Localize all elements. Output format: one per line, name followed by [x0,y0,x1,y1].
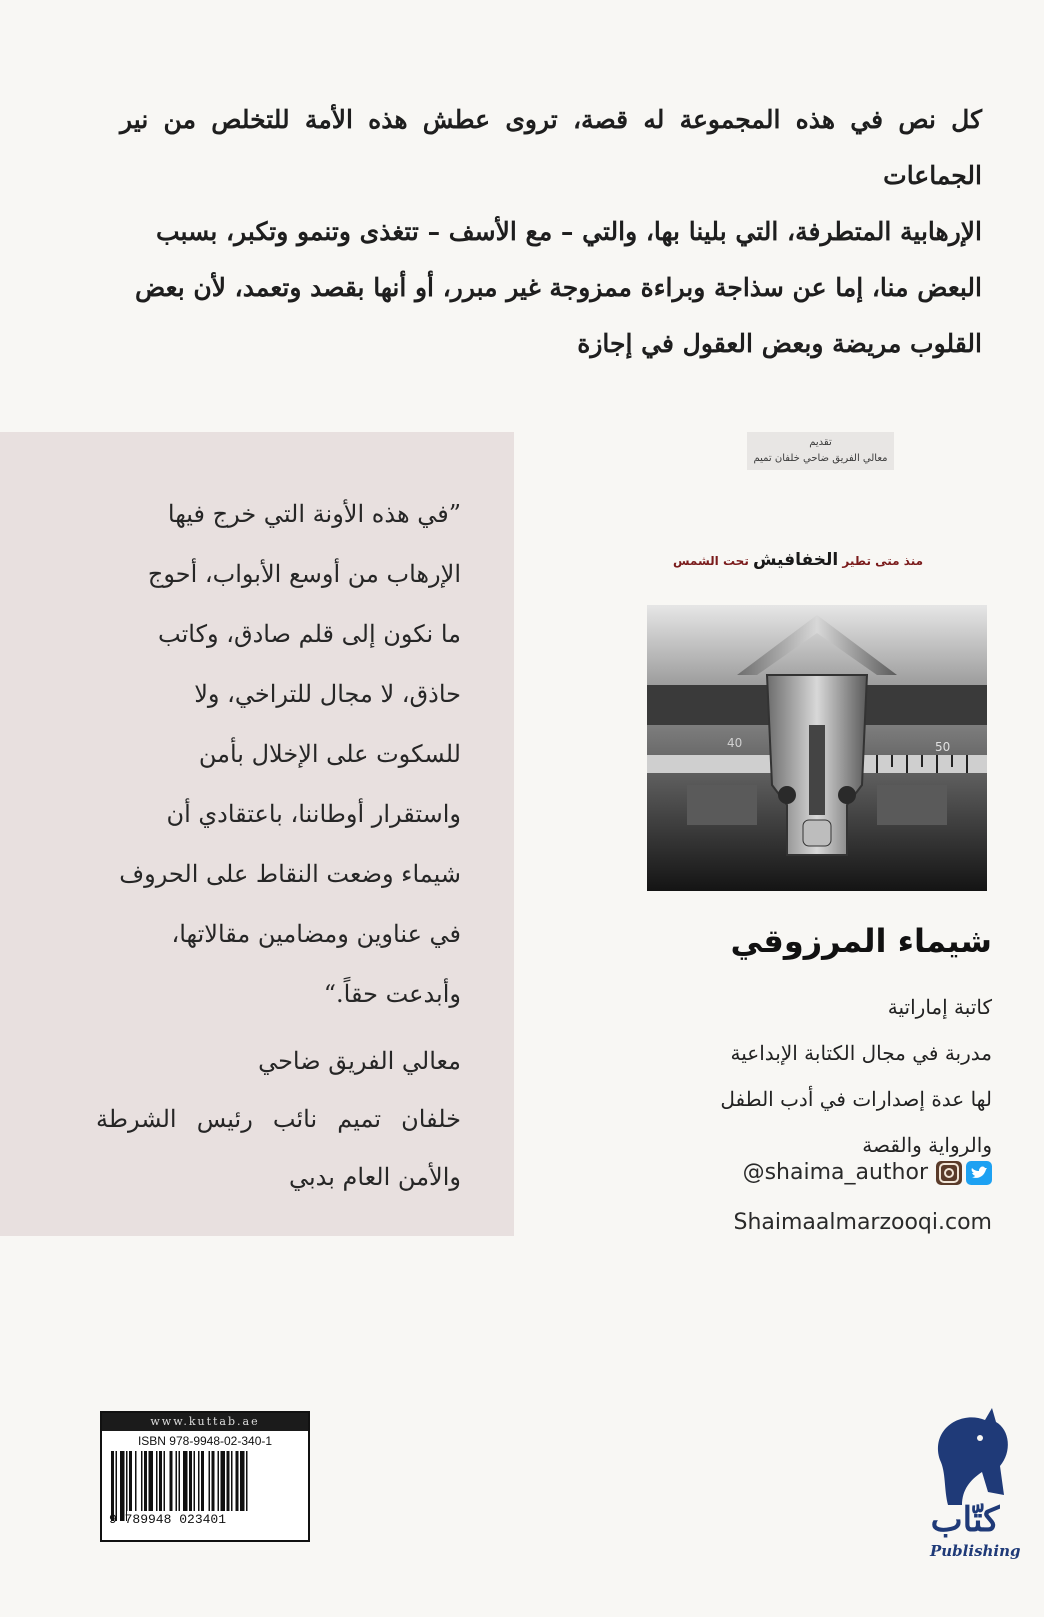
barcode-bar [144,1451,147,1521]
barcode-bars [107,1451,303,1525]
barcode-bar [201,1451,204,1521]
instagram-icon [936,1161,962,1185]
author-website[interactable]: Shaimaalmarzooqi.com [733,1210,992,1235]
bio-line: لها عدة إصدارات في أدب الطفل [720,1087,992,1111]
scale-label-right: 50 [935,740,951,754]
barcode-bar [183,1451,188,1521]
barcode-bar [194,1451,196,1521]
social-handle-row [600,1160,992,1185]
quote-line: للسكوت على الإخلال بأمن [198,740,461,768]
barcode-bar [246,1451,248,1521]
quote-line: حاذق، لا مجال للتراخي، ولا [194,680,461,708]
barcode-bar [129,1451,132,1521]
isbn-number: ISBN 978-9948-02-340-1 [137,1434,273,1448]
typewriter-image [647,605,987,891]
back-cover-blurb [120,92,982,372]
barcode-bar [212,1451,215,1521]
attribution-line: خلفان تميم نائب رئيس الشرطة [96,1105,461,1133]
publisher-site: www.kuttab.ae [102,1413,308,1431]
blurb-line: البعض منا، إما عن سذاجة وبراءة ممزوجة غير مبرر، أو أنها بقصد وتعمد، لأن بعض [135,273,982,302]
barcode-bar [221,1451,226,1521]
bio-line: مدربة في مجال الكتابة الإبداعية [730,1041,992,1065]
barcode-bar [126,1451,128,1521]
barcode-bar [240,1451,245,1521]
barcode-bar [164,1451,166,1521]
barcode-bar [176,1451,178,1521]
title-prefix: منذ متى تطير [842,554,924,568]
intro-heading: تقديم [809,437,832,448]
quote-panel [0,432,514,1236]
barcode-bar [231,1451,233,1521]
barcode-bar [120,1451,125,1521]
barcode-digits: 9 789948 023401 [109,1512,227,1525]
barcode-bar [218,1451,220,1521]
intro-name: معالي الفريق ضاحي خلفان تميم [753,453,888,464]
barcode-bar [141,1451,143,1521]
attribution-line: والأمن العام بدبي [288,1163,461,1191]
barcode-bar [209,1451,211,1521]
barcode-bar [227,1451,230,1521]
blurb-line: كل نص في هذه المجموعة له قصة، تروى عطش هذه الأمة للتخلص من نير الجماعات [120,105,982,190]
author-name: شيماء المرزوقي [730,922,992,960]
barcode-bar [111,1451,114,1521]
quote-line: واستقرار أوطاننا، باعتقادي أن [166,800,461,828]
barcode-bar [135,1451,137,1521]
bio-line: كاتبة إماراتية [887,995,992,1019]
cover-intro-label [747,432,894,470]
barcode-bar [189,1451,192,1521]
publisher-logo-text: Publishing [930,1542,1021,1560]
twitter-icon [966,1161,992,1185]
isbn-barcode [100,1411,310,1542]
barcode-bar [159,1451,162,1521]
quote-line: ”في هذه الأونة التي خرج فيها [167,500,461,528]
scale-label-left: 40 [727,736,743,750]
barcode-bar [170,1451,173,1521]
author-bio [600,984,992,1168]
title-main: الخفافيش [753,550,839,570]
quote-attribution [96,1032,461,1206]
attribution-line: معالي الفريق ضاحي [258,1047,461,1075]
quote-line: ما نكون إلى قلم صادق، وكاتب [158,620,461,648]
title-suffix: تحت الشمس [672,554,749,568]
barcode-bar [149,1451,154,1521]
barcode-bar [116,1451,118,1521]
barcode-bar [236,1451,239,1521]
author-handle[interactable]: @shaima_author [742,1160,928,1185]
endorsement-quote [96,484,461,1024]
barcode-bar [156,1451,158,1521]
quote-line: وأبدعت حقاً.“ [323,980,461,1008]
bio-line: والرواية والقصة [862,1133,992,1157]
barcode-bar [198,1451,200,1521]
publisher-logo-script: كتّاب [930,1500,1000,1540]
quote-line: في عناوين ومضامين مقالاتها، [171,920,461,948]
quote-line: شيماء وضعت النقاط على الحروف [119,860,461,888]
blurb-line: الإرهابية المتطرفة، التي بلينا بها، والتي – مع الأسف – تتغذى وتنمو وتكبر، بسبب [155,217,982,246]
book-title [648,550,948,570]
blurb-line: القلوب مريضة وبعض العقول في إجازة [577,329,982,358]
quote-line: الإرهاب من أوسع الأبواب، أحوج [147,560,461,588]
barcode-bar [179,1451,181,1521]
